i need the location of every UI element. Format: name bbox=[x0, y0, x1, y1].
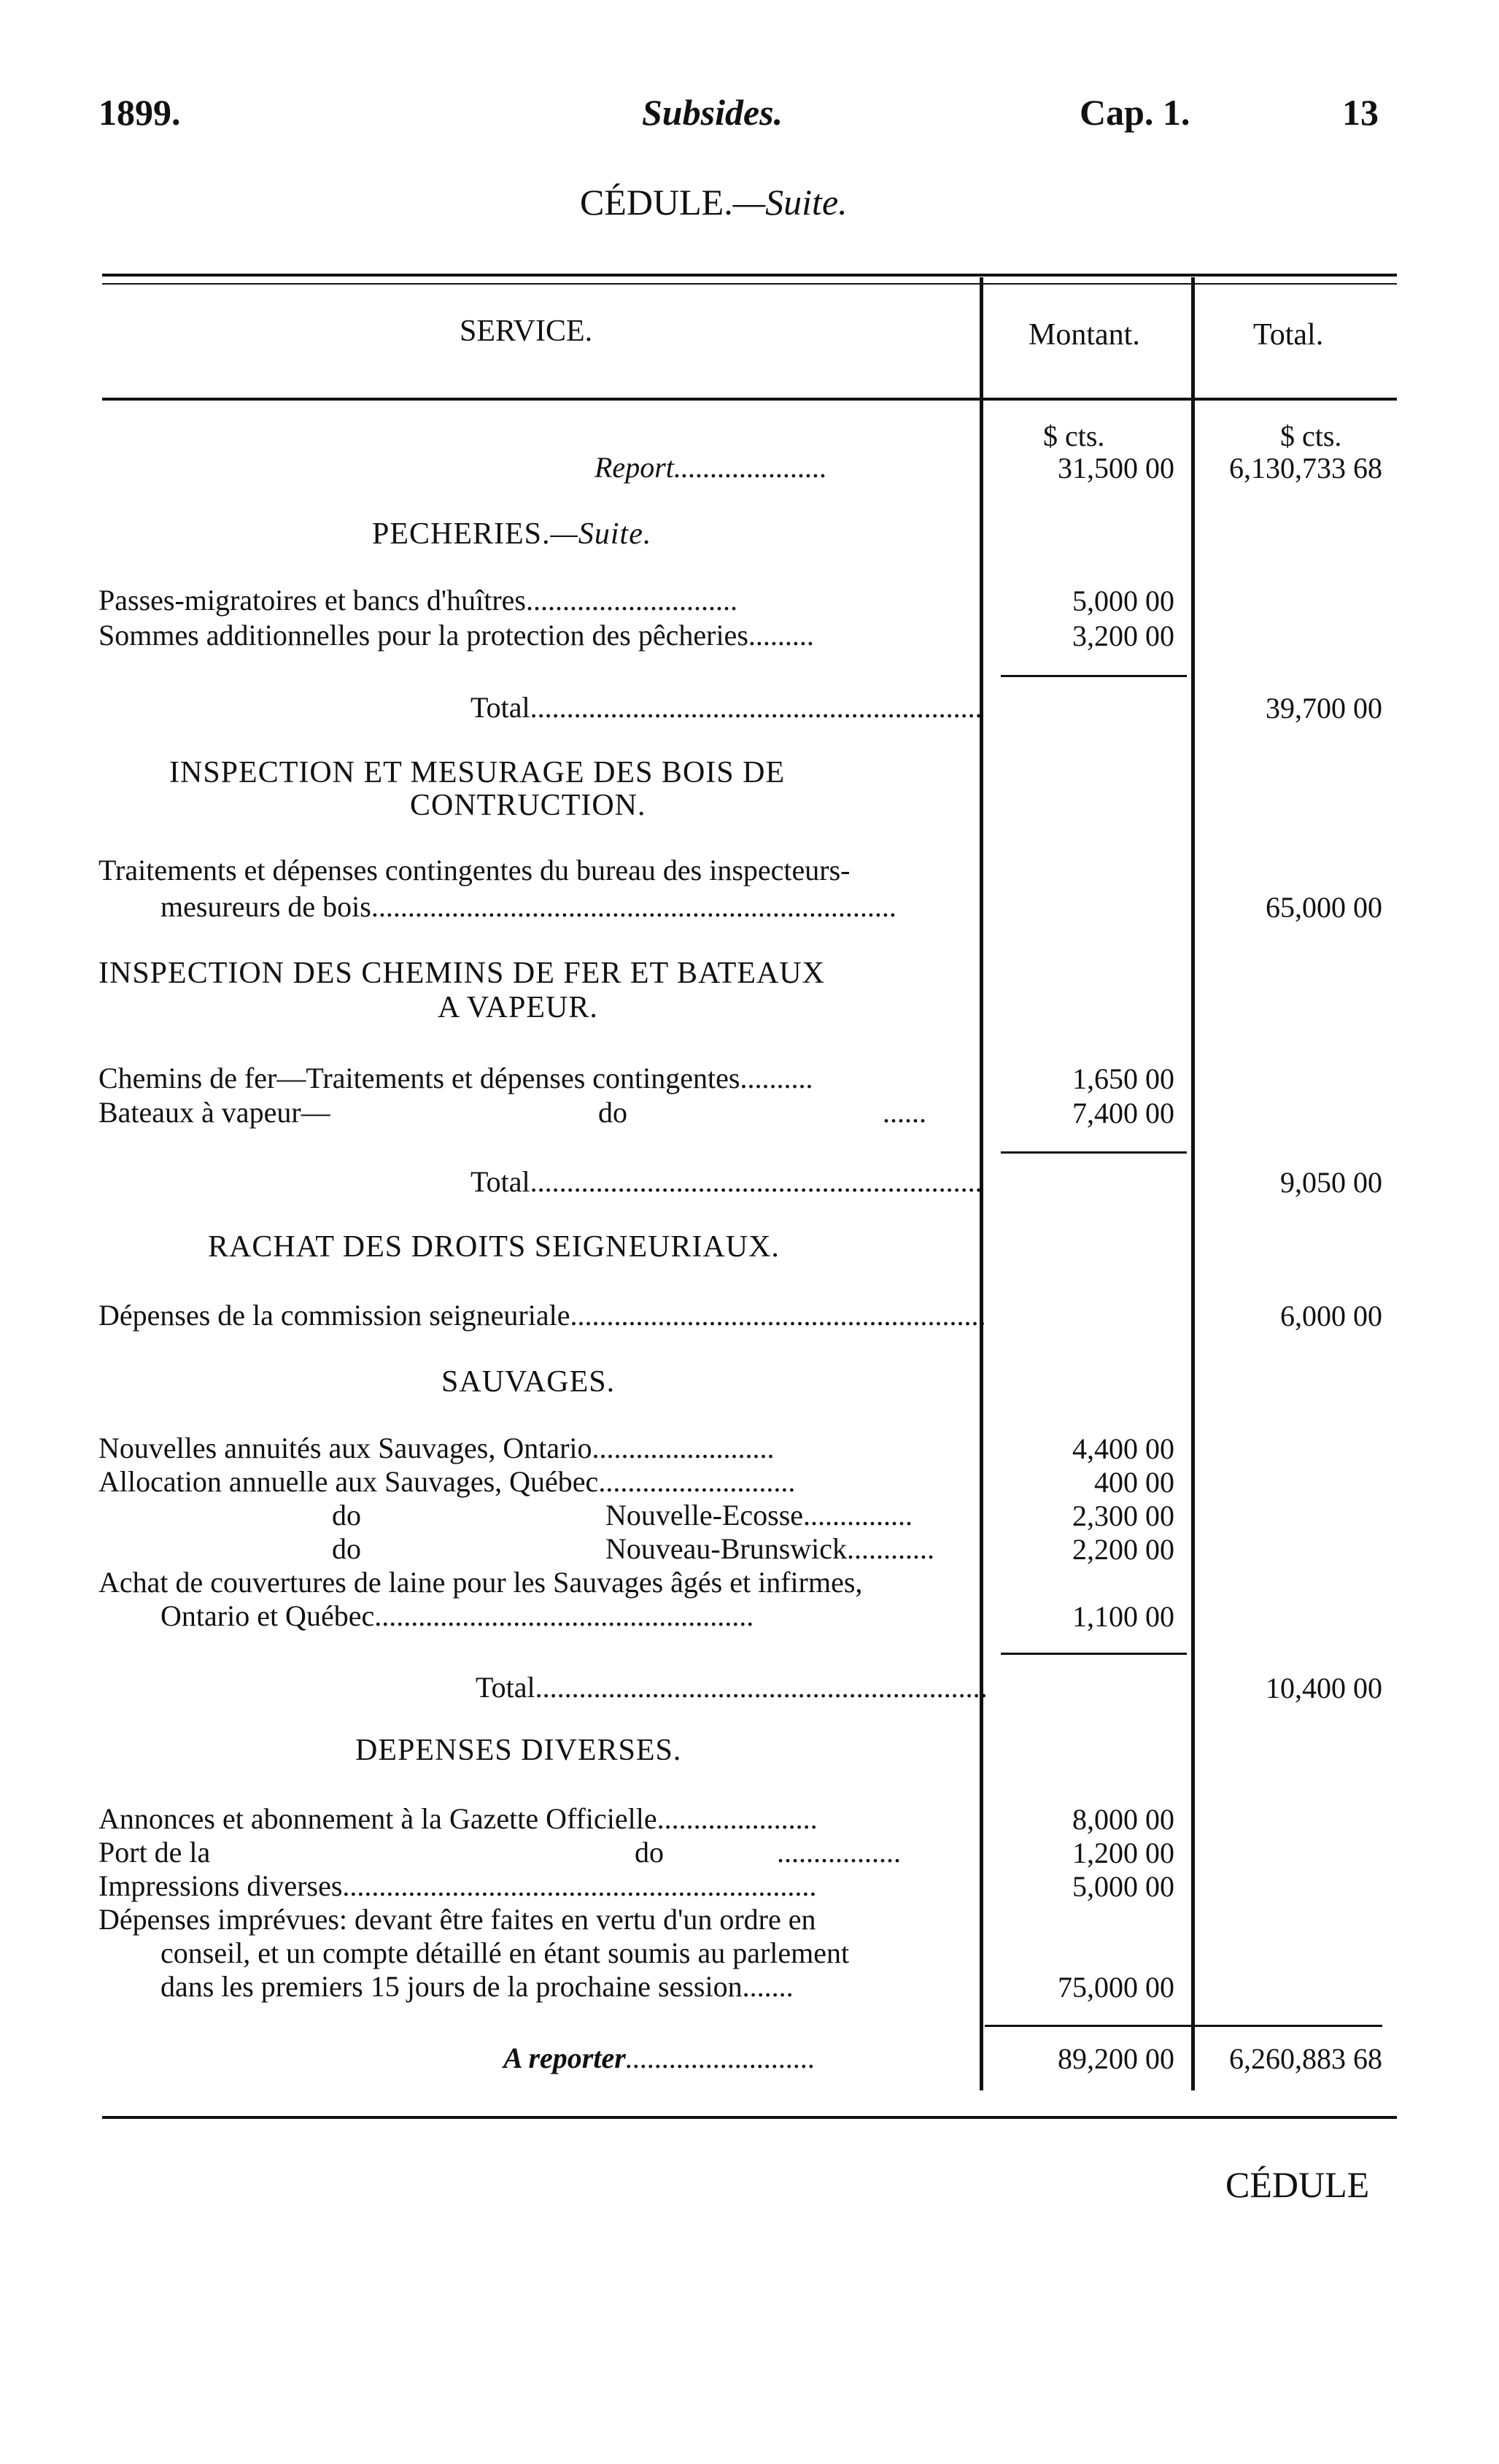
list-item: Nouvelles annuités aux Sauvages, Ontario......................... bbox=[98, 1432, 775, 1464]
total-amount: 39,700 00 bbox=[1266, 692, 1382, 725]
list-item: Allocation annuelle aux Sauvages, Québec........................... bbox=[98, 1465, 796, 1498]
list-item-continued: conseil, et un compte détaillé en étant soumis au parlement bbox=[160, 1936, 850, 1969]
report-montant: 31,500 00 bbox=[1058, 452, 1174, 484]
ditto-mark: do bbox=[598, 1096, 627, 1129]
list-item: Traitements et dépenses contingentes du bureau des inspecteurs- bbox=[98, 854, 851, 887]
a-reporter-total: 6,260,883 68 bbox=[1229, 2042, 1382, 2075]
total-label: Total.............................................................. bbox=[470, 691, 983, 724]
subtotal-rule bbox=[985, 2025, 1382, 2027]
ditto-mark: do bbox=[332, 1499, 361, 1532]
amount: 2,300 00 bbox=[1072, 1499, 1174, 1532]
table-bottom-rule bbox=[102, 2116, 1397, 2119]
amount: 3,200 00 bbox=[1072, 619, 1174, 652]
section-heading-inspection-chemins: INSPECTION DES CHEMINS DE FER ET BATEAUX bbox=[98, 957, 825, 990]
total-amount: 6,000 00 bbox=[1280, 1299, 1382, 1332]
ditto-mark: do bbox=[332, 1532, 361, 1565]
column-header-service: SERVICE. bbox=[460, 314, 593, 348]
header-page-number: 13 bbox=[1342, 92, 1379, 133]
section-heading-inspection-chemins-line2: A VAPEUR. bbox=[438, 991, 598, 1024]
section-heading-inspection-bois: INSPECTION ET MESURAGE DES BOIS DE bbox=[169, 756, 786, 789]
list-item: Port de la bbox=[98, 1836, 211, 1869]
units-total: $ cts. bbox=[1280, 420, 1342, 452]
table-top-rule-2 bbox=[102, 283, 1397, 285]
amount: 75,000 00 bbox=[1058, 1971, 1174, 2004]
header-subject: Subsides. bbox=[642, 92, 783, 133]
amount: 1,650 00 bbox=[1072, 1062, 1174, 1095]
report-total: 6,130,733 68 bbox=[1229, 452, 1382, 484]
leader-dots: ................. bbox=[777, 1836, 901, 1869]
title-suite: —Suite. bbox=[732, 182, 848, 223]
page-title bbox=[580, 181, 848, 223]
section-heading-pecheries: PECHERIES.—Suite. bbox=[372, 517, 652, 551]
list-item-continued: mesureurs de bois........................................................................ bbox=[160, 890, 896, 923]
amount: 5,000 00 bbox=[1072, 1870, 1174, 1903]
subtotal-rule bbox=[1001, 1151, 1187, 1154]
column-header-montant: Montant. bbox=[1029, 318, 1140, 352]
list-item-continued: dans les premiers 15 jours de la prochaine session....... bbox=[160, 1970, 794, 2003]
section-heading-depenses: DEPENSES DIVERSES. bbox=[355, 1734, 682, 1767]
report-label: Report..................... bbox=[594, 451, 827, 484]
total-amount: 65,000 00 bbox=[1266, 891, 1382, 924]
subtotal-rule bbox=[1001, 675, 1187, 677]
total-amount: 10,400 00 bbox=[1266, 1672, 1382, 1704]
amount: 7,400 00 bbox=[1072, 1097, 1174, 1129]
a-reporter-montant: 89,200 00 bbox=[1058, 2042, 1174, 2075]
list-item: Passes-migratoires et bancs d'huîtres............................. bbox=[98, 584, 737, 617]
list-item: Bateaux à vapeur— bbox=[98, 1096, 330, 1129]
list-item: Achat de couvertures de laine pour les Sauvages âgés et infirmes, bbox=[98, 1566, 863, 1599]
total-amount: 9,050 00 bbox=[1280, 1166, 1382, 1199]
column-header-total: Total. bbox=[1253, 318, 1324, 352]
a-reporter-label: A reporter.......................... bbox=[503, 2042, 816, 2074]
section-heading-rachat: RACHAT DES DROITS SEIGNEURIAUX. bbox=[208, 1230, 780, 1264]
section-heading-inspection-bois-line2: CONTRUCTION. bbox=[410, 789, 646, 822]
table-top-rule bbox=[102, 274, 1397, 277]
list-item: Dépenses de la commission seigneuriale......................................................... bbox=[98, 1299, 986, 1332]
list-item: Chemins de fer—Traitements et dépenses contingentes.......... bbox=[98, 1062, 813, 1094]
amount: 2,200 00 bbox=[1072, 1533, 1174, 1566]
list-item: Impressions diverses................................................................. bbox=[98, 1869, 817, 1902]
table-header-rule bbox=[102, 398, 1397, 401]
section-heading-sauvages: SAUVAGES. bbox=[441, 1365, 616, 1399]
column-divider-total bbox=[1191, 277, 1195, 2090]
title-main: CÉDULE. bbox=[580, 182, 733, 223]
amount: 8,000 00 bbox=[1072, 1803, 1174, 1836]
amount: 400 00 bbox=[1094, 1466, 1174, 1499]
list-item-continued: Ontario et Québec.................................................... bbox=[160, 1599, 754, 1632]
header-chapter: Cap. 1. bbox=[1080, 92, 1190, 133]
list-item: Sommes additionnelles pour la protection des pêcheries......... bbox=[98, 619, 814, 652]
list-item: Dépenses imprévues: devant être faites en vertu d'un ordre en bbox=[98, 1903, 816, 1936]
total-label: Total.............................................................. bbox=[470, 1165, 983, 1198]
list-item: Annonces et abonnement à la Gazette Officielle...................... bbox=[98, 1802, 818, 1835]
amount: 1,200 00 bbox=[1072, 1837, 1174, 1869]
subtotal-rule bbox=[1001, 1653, 1187, 1655]
list-item: Nouvelle-Ecosse............... bbox=[605, 1499, 913, 1532]
leader-dots: ...... bbox=[883, 1096, 926, 1129]
catchword: CÉDULE bbox=[1225, 2164, 1370, 2205]
total-label: Total.............................................................. bbox=[476, 1671, 988, 1704]
units-montant: $ cts. bbox=[1043, 420, 1105, 452]
list-item: Nouveau-Brunswick............ bbox=[605, 1532, 935, 1565]
amount: 4,400 00 bbox=[1072, 1432, 1174, 1465]
amount: 1,100 00 bbox=[1072, 1600, 1174, 1633]
amount: 5,000 00 bbox=[1072, 584, 1174, 617]
ditto-mark: do bbox=[635, 1836, 664, 1869]
header-year: 1899. bbox=[98, 92, 181, 133]
